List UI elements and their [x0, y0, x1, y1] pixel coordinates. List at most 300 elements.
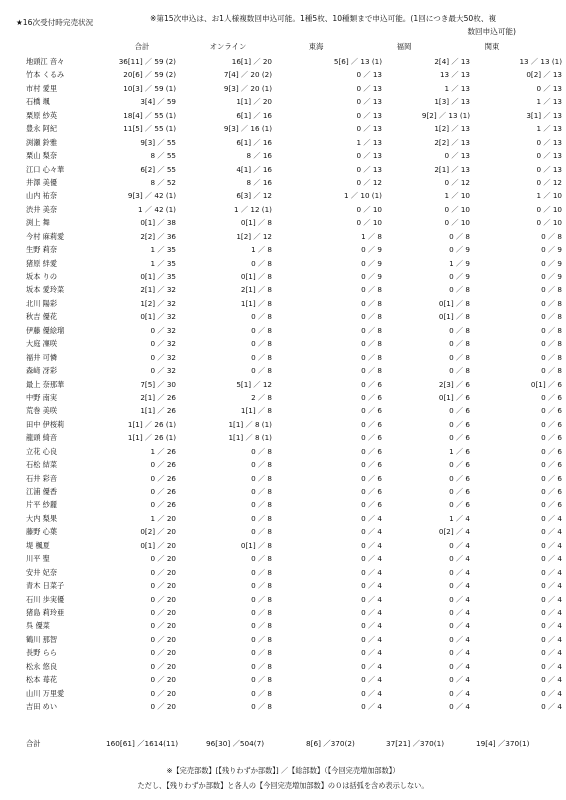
cell-fukuoka: 2[1] ／ 13 [434, 164, 470, 174]
cell-online: 6[1] ／ 16 [236, 110, 272, 120]
table-row [0, 351, 566, 364]
cell-tokai: 0 ／ 4 [361, 634, 382, 644]
cell-fukuoka: 0 ／ 4 [449, 540, 470, 550]
member-name: 北川 陽彩 [26, 298, 58, 308]
cell-kanto: 0 ／ 9 [541, 258, 562, 268]
cell-kanto: 0 ／ 6 [541, 433, 562, 443]
member-name: 川平 聖 [26, 554, 50, 564]
cell-tokai: 0 ／ 13 [356, 97, 382, 107]
cell-tokai: 0 ／ 8 [361, 325, 382, 335]
cell-fukuoka: 0 ／ 8 [449, 325, 470, 335]
member-name: 今村 麻莉愛 [26, 231, 65, 241]
cell-tokai: 0 ／ 13 [356, 70, 382, 80]
cell-kanto: 0 ／ 6 [541, 406, 562, 416]
member-name: 青木 日菜子 [26, 581, 65, 591]
cell-tokai: 0 ／ 13 [356, 110, 382, 120]
cell-total: 1[1] ／ 26 (1) [127, 433, 176, 443]
cell-online: 0 ／ 8 [251, 487, 272, 496]
table-row [0, 472, 566, 485]
cell-kanto: 0 ／ 4 [541, 581, 562, 591]
cell-kanto: 0 ／ 6 [541, 446, 562, 456]
cell-total: 1[2] ／ 32 [140, 298, 176, 308]
table-row [0, 297, 566, 310]
cell-online: 1[1] ／ 8 (1) [228, 433, 272, 443]
cell-kanto: 13 ／ 13 (1) [519, 57, 562, 66]
cell-tokai: 0 ／ 4 [361, 688, 382, 698]
cell-kanto: 1 ／ 13 [536, 97, 562, 107]
cell-online: 7[4] ／ 20 (2) [223, 70, 272, 80]
member-name: 片平 紗麗 [26, 500, 58, 510]
cell-total: 0 ／ 20 [150, 594, 176, 604]
cell-fukuoka: 0 ／ 4 [449, 634, 470, 644]
cell-kanto: 0 ／ 4 [541, 648, 562, 658]
cell-fukuoka: 0 ／ 10 [444, 204, 470, 214]
member-name: 渋井 美奈 [26, 204, 58, 214]
cell-online: 0 ／ 8 [251, 661, 272, 671]
table-row [0, 337, 566, 350]
cell-online: 0 ／ 8 [251, 594, 272, 604]
cell-online: 0 ／ 8 [251, 473, 272, 483]
cell-tokai: 0 ／ 4 [361, 607, 382, 617]
member-name: 生野 莉奈 [26, 245, 58, 255]
cell-fukuoka: 0 ／ 10 [444, 218, 470, 228]
cell-online: 0 ／ 8 [251, 527, 272, 537]
cell-tokai: 0 ／ 13 [356, 124, 382, 134]
cell-online: 0 ／ 8 [251, 500, 272, 510]
cell-kanto: 0 ／ 8 [541, 312, 562, 322]
cell-total: 3[4] ／ 59 [140, 97, 176, 107]
cell-tokai: 0 ／ 4 [361, 702, 382, 711]
cell-tokai: 0 ／ 6 [361, 487, 382, 496]
table-row [0, 593, 566, 606]
cell-tokai: 1 ／ 10 (1) [344, 191, 382, 201]
cell-tokai: 0 ／ 9 [361, 245, 382, 255]
cell-total: 10[3] ／ 59 (1) [123, 83, 176, 93]
cell-online: 0 ／ 8 [251, 312, 272, 322]
cell-kanto: 0 ／ 13 [536, 151, 562, 161]
table-row [0, 404, 566, 417]
cell-fukuoka: 0 ／ 4 [449, 594, 470, 604]
cell-online: 4[1] ／ 16 [236, 164, 272, 174]
cell-online: 0 ／ 8 [251, 366, 272, 376]
cell-online: 1[1] ／ 20 [236, 97, 272, 107]
member-name: 松本 苺花 [26, 675, 58, 685]
table-row [0, 552, 566, 565]
cell-tokai: 0 ／ 8 [361, 298, 382, 308]
member-name: 地頭江 音々 [26, 57, 65, 66]
cell-online: 0 ／ 8 [251, 258, 272, 268]
table-row [0, 230, 566, 243]
member-name: 竹本 くるみ [26, 70, 65, 80]
table-row [0, 539, 566, 552]
header-total: 合計 [134, 42, 150, 51]
cell-fukuoka: 0[2] ／ 4 [438, 527, 470, 537]
cell-tokai: 0 ／ 6 [361, 392, 382, 402]
cell-kanto: 0 ／ 8 [541, 352, 562, 362]
cell-fukuoka: 0 ／ 9 [449, 245, 470, 255]
cell-kanto: 0 ／ 4 [541, 527, 562, 537]
table-row [0, 566, 566, 579]
cell-online: 0 ／ 8 [251, 513, 272, 523]
cell-online: 5[1] ／ 12 [236, 379, 272, 389]
cell-fukuoka: 0 ／ 9 [449, 272, 470, 281]
cell-tokai: 0 ／ 9 [361, 258, 382, 268]
member-name: 鶴川 那智 [26, 634, 58, 644]
cell-total: 2[1] ／ 26 [140, 392, 176, 402]
table-row [0, 257, 566, 270]
table-row [0, 378, 566, 391]
member-name: 猪島 莉玲亜 [26, 607, 65, 617]
cell-total: 1 ／ 26 [150, 446, 176, 456]
cell-total: 2[2] ／ 36 [140, 231, 176, 241]
member-name: 荒巻 美咲 [26, 406, 58, 416]
cell-online: 8 ／ 16 [246, 177, 272, 187]
member-name: 栗原 紗英 [26, 110, 58, 120]
cell-kanto: 0 ／ 4 [541, 540, 562, 550]
cell-tokai: 0 ／ 6 [361, 433, 382, 443]
table-row [0, 673, 566, 686]
cell-kanto: 0 ／ 4 [541, 688, 562, 698]
table-row [0, 270, 566, 283]
cell-online: 1[1] ／ 8 [240, 406, 272, 416]
cell-total: 0 ／ 32 [150, 325, 176, 335]
cell-fukuoka: 0[1] ／ 8 [438, 312, 470, 322]
cell-kanto: 0 ／ 6 [541, 419, 562, 429]
cell-total: 36[11] ／ 59 (2) [118, 57, 176, 66]
member-name: 森﨑 冴彩 [26, 366, 58, 376]
table-row [0, 243, 566, 256]
table-row [0, 163, 566, 176]
member-name: 大庭 凜咲 [26, 339, 58, 349]
cell-total: 9[3] ／ 55 [140, 137, 176, 147]
cell-total: 0 ／ 26 [150, 500, 176, 510]
cell-fukuoka: 0 ／ 6 [449, 433, 470, 443]
cell-online: 8 ／ 16 [246, 151, 272, 161]
cell-online: 0 ／ 8 [251, 325, 272, 335]
table-row [0, 310, 566, 323]
cell-kanto: 0 ／ 4 [541, 607, 562, 617]
cell-tokai: 5[6] ／ 13 (1) [333, 57, 382, 66]
cell-total: 0[1] ／ 38 [140, 218, 176, 228]
cell-online: 1[1] ／ 8 (1) [228, 419, 272, 429]
cell-total: 0 ／ 20 [150, 675, 176, 685]
cell-fukuoka: 0[1] ／ 8 [438, 298, 470, 308]
cell-tokai: 0 ／ 6 [361, 473, 382, 483]
cell-fukuoka: 0 ／ 4 [449, 621, 470, 631]
table-row [0, 525, 566, 538]
application-note [150, 12, 516, 38]
cell-tokai: 0 ／ 6 [361, 460, 382, 470]
cell-kanto: 0 ／ 4 [541, 675, 562, 685]
member-name: 松永 悠良 [26, 661, 58, 671]
cell-kanto: 0 ／ 6 [541, 392, 562, 402]
cell-total: 9[3] ／ 42 (1) [127, 191, 176, 201]
cell-kanto: 0 ／ 4 [541, 661, 562, 671]
cell-fukuoka: 0 ／ 6 [449, 419, 470, 429]
member-name: 渕瀬 鈴雅 [26, 137, 58, 147]
cell-kanto: 0 ／ 10 [536, 218, 562, 228]
cell-total: 0 ／ 26 [150, 460, 176, 470]
cell-tokai: 0 ／ 4 [361, 527, 382, 537]
table-row [0, 660, 566, 673]
footnote-line-2: ただし、【残りわずか部数】と各人の【今回完売増加部数】の０は括弧を含め表示しない。 [137, 781, 429, 790]
cell-kanto: 0 ／ 4 [541, 554, 562, 564]
cell-online: 0 ／ 8 [251, 446, 272, 456]
cell-total: 0 ／ 32 [150, 366, 176, 376]
cell-fukuoka: 1 ／ 9 [449, 258, 470, 268]
table-row [0, 109, 566, 122]
cell-total: 0 ／ 32 [150, 339, 176, 349]
table-row [0, 122, 566, 135]
cell-total: 0 ／ 20 [150, 661, 176, 671]
cell-tokai: 0 ／ 6 [361, 406, 382, 416]
cell-online: 0 ／ 8 [251, 339, 272, 349]
member-name: 山内 祐奈 [26, 191, 58, 201]
member-name: 豊永 阿紀 [26, 124, 58, 134]
member-name: 立花 心良 [26, 446, 58, 456]
totals-tokai: 8[6] ／370(2) [306, 739, 355, 748]
cell-online: 0 ／ 8 [251, 634, 272, 644]
totals-fukuoka: 37[21] ／370(1) [386, 739, 445, 748]
member-name: 猪原 絆愛 [26, 258, 58, 268]
cell-kanto: 1 ／ 10 [536, 191, 562, 201]
cell-tokai: 1 ／ 8 [361, 231, 382, 241]
cell-fukuoka: 1 ／ 6 [449, 446, 470, 456]
header-kanto: 関東 [484, 42, 500, 51]
member-name: 石松 結菜 [26, 460, 58, 470]
cell-fukuoka: 1 ／ 4 [449, 513, 470, 523]
header-online: オンライン [209, 42, 247, 51]
cell-online: 0 ／ 8 [251, 352, 272, 362]
cell-total: 0[1] ／ 35 [140, 272, 176, 281]
cell-fukuoka: 0 ／ 8 [449, 231, 470, 241]
cell-total: 0 ／ 20 [150, 688, 176, 698]
table-row [0, 418, 566, 431]
member-name: 江口 心々華 [26, 164, 65, 174]
table-row [0, 283, 566, 296]
footnote-line-1: ※【完売部数】[【残りわずか部数】] ／【総部数】（【今回完売増加部数】） [166, 766, 400, 775]
cell-fukuoka: 0 ／ 8 [449, 366, 470, 376]
application-note-line-1: ※第15次申込は、お1人様複数回申込可能。1種5枚、10種類まで申込可能。(1回につき最大50枚、複 [150, 14, 497, 23]
cell-kanto: 0 ／ 6 [541, 460, 562, 470]
cell-kanto: 0 ／ 13 [536, 137, 562, 147]
cell-fukuoka: 2[4] ／ 13 [434, 57, 470, 66]
cell-total: 1 ／ 42 (1) [138, 204, 176, 214]
cell-online: 16[1] ／ 20 [231, 57, 272, 66]
cell-tokai: 0 ／ 10 [356, 218, 382, 228]
cell-fukuoka: 0 ／ 8 [449, 285, 470, 295]
cell-online: 2[1] ／ 8 [240, 285, 272, 295]
cell-tokai: 0 ／ 4 [361, 675, 382, 685]
cell-total: 0 ／ 20 [150, 607, 176, 617]
table-row [0, 203, 566, 216]
cell-kanto: 0 ／ 4 [541, 594, 562, 604]
cell-fukuoka: 1[3] ／ 13 [434, 97, 470, 107]
cell-tokai: 0 ／ 4 [361, 594, 382, 604]
cell-kanto: 0[1] ／ 6 [530, 379, 562, 389]
cell-total: 6[2] ／ 55 [140, 164, 176, 174]
member-name: 江浦 優香 [26, 487, 58, 496]
cell-fukuoka: 0 ／ 4 [449, 702, 470, 711]
totals-row [0, 737, 566, 750]
cell-fukuoka: 2[3] ／ 6 [438, 379, 470, 389]
member-name: 長野 らら [26, 648, 58, 658]
cell-tokai: 0 ／ 6 [361, 500, 382, 510]
table-row [0, 431, 566, 444]
cell-kanto: 0 ／ 10 [536, 204, 562, 214]
cell-online: 2 ／ 8 [251, 392, 272, 402]
cell-total: 11[5] ／ 55 (1) [123, 124, 176, 134]
cell-kanto: 0 ／ 4 [541, 567, 562, 577]
cell-fukuoka: 0 ／ 6 [449, 460, 470, 470]
member-name: 田中 伊桜莉 [26, 419, 65, 429]
cell-online: 9[3] ／ 20 (1) [223, 83, 272, 93]
table-row [0, 364, 566, 377]
member-name: 市村 愛里 [26, 83, 58, 93]
cell-total: 8 ／ 55 [150, 151, 176, 161]
cell-online: 0 ／ 8 [251, 688, 272, 698]
header-fukuoka: 福岡 [396, 42, 412, 51]
member-name: 坂本 りの [26, 272, 58, 281]
table-row [0, 485, 566, 498]
cell-fukuoka: 1 ／ 13 [444, 83, 470, 93]
cell-online: 6[3] ／ 12 [236, 191, 272, 201]
member-name: 福井 可憐 [26, 352, 58, 362]
member-name: 大内 梨果 [26, 513, 58, 523]
cell-fukuoka: 0 ／ 6 [449, 473, 470, 483]
cell-tokai: 0 ／ 13 [356, 151, 382, 161]
cell-kanto: 3[1] ／ 13 [526, 110, 562, 120]
cell-tokai: 0 ／ 4 [361, 621, 382, 631]
cell-total: 0[1] ／ 32 [140, 312, 176, 322]
cell-tokai: 0 ／ 9 [361, 272, 382, 281]
cell-total: 0 ／ 26 [150, 473, 176, 483]
member-name: 龍頭 綺音 [26, 433, 58, 443]
cell-total: 20[6] ／ 59 (2) [123, 70, 176, 80]
member-name: 石井 彩音 [26, 473, 58, 483]
application-note-line-2: 数回申込可能) [467, 27, 516, 36]
cell-fukuoka: 1 ／ 10 [444, 191, 470, 201]
cell-total: 2[1] ／ 32 [140, 285, 176, 295]
member-name: 吉田 めい [26, 702, 58, 711]
table-row [0, 95, 566, 108]
cell-total: 7[5] ／ 30 [140, 379, 176, 389]
cell-online: 0 ／ 8 [251, 702, 272, 711]
cell-fukuoka: 0 ／ 13 [444, 151, 470, 161]
table-row [0, 458, 566, 471]
cell-total: 0[2] ／ 20 [140, 527, 176, 537]
cell-tokai: 0 ／ 8 [361, 366, 382, 376]
cell-fukuoka: 0 ／ 4 [449, 581, 470, 591]
cell-kanto: 0 ／ 8 [541, 366, 562, 376]
cell-tokai: 0 ／ 4 [361, 567, 382, 577]
totals-total: 160[61] ／1614(11) [106, 739, 179, 748]
cell-online: 0 ／ 8 [251, 460, 272, 470]
cell-kanto: 0 ／ 13 [536, 83, 562, 93]
cell-tokai: 0 ／ 8 [361, 352, 382, 362]
member-name: 井澤 美優 [26, 177, 58, 187]
member-name: 秋吉 優花 [26, 312, 58, 322]
cell-online: 6[1] ／ 16 [236, 137, 272, 147]
cell-tokai: 0 ／ 4 [361, 581, 382, 591]
totals-kanto: 19[4] ／370(1) [476, 739, 530, 748]
cell-tokai: 0 ／ 4 [361, 513, 382, 523]
cell-kanto: 0 ／ 12 [536, 177, 562, 187]
cell-total: 0 ／ 20 [150, 581, 176, 591]
cell-online: 9[3] ／ 16 (1) [223, 124, 272, 134]
cell-fukuoka: 0 ／ 8 [449, 352, 470, 362]
cell-online: 1[1] ／ 8 [240, 298, 272, 308]
cell-total: 0 ／ 20 [150, 554, 176, 564]
table-row [0, 606, 566, 619]
member-name: 最上 奈那華 [26, 379, 65, 389]
table-row [0, 68, 566, 81]
cell-total: 0 ／ 20 [150, 634, 176, 644]
totals-label: 合計 [26, 739, 41, 748]
cell-tokai: 0 ／ 8 [361, 285, 382, 295]
table-row [0, 700, 566, 713]
cell-total: 1 ／ 35 [150, 245, 176, 255]
cell-online: 0 ／ 8 [251, 675, 272, 685]
cell-total: 0 ／ 20 [150, 621, 176, 631]
table-row [0, 391, 566, 404]
member-name: 石橋 颯 [26, 97, 50, 107]
cell-tokai: 0 ／ 13 [356, 83, 382, 93]
cell-tokai: 0 ／ 8 [361, 312, 382, 322]
cell-total: 0[1] ／ 20 [140, 540, 176, 550]
cell-total: 1[1] ／ 26 (1) [127, 419, 176, 429]
cell-online: 0[1] ／ 8 [240, 272, 272, 281]
cell-tokai: 0 ／ 12 [356, 177, 382, 187]
cell-total: 1 ／ 35 [150, 258, 176, 268]
cell-tokai: 0 ／ 10 [356, 204, 382, 214]
table-row [0, 579, 566, 592]
cell-fukuoka: 0 ／ 4 [449, 661, 470, 671]
cell-kanto: 0 ／ 4 [541, 702, 562, 711]
cell-tokai: 0 ／ 6 [361, 379, 382, 389]
table-row [0, 189, 566, 202]
sales-table [0, 55, 566, 713]
cell-total: 1[1] ／ 26 [140, 406, 176, 416]
cell-kanto: 0 ／ 8 [541, 231, 562, 241]
cell-total: 0 ／ 26 [150, 487, 176, 496]
cell-kanto: 0 ／ 6 [541, 487, 562, 496]
cell-kanto: 0 ／ 8 [541, 325, 562, 335]
table-row [0, 512, 566, 525]
cell-online: 1 ／ 8 [251, 245, 272, 255]
member-name: 坂本 愛玲菜 [26, 285, 65, 295]
member-name: 栗山 梨奈 [26, 151, 58, 161]
member-name: 中野 南実 [26, 392, 58, 402]
cell-fukuoka: 0 ／ 6 [449, 406, 470, 416]
cell-kanto: 0 ／ 6 [541, 473, 562, 483]
cell-online: 0 ／ 8 [251, 607, 272, 617]
member-name: 山川 万里愛 [26, 688, 65, 698]
cell-kanto: 0 ／ 4 [541, 634, 562, 644]
table-row [0, 324, 566, 337]
cell-kanto: 0 ／ 13 [536, 164, 562, 174]
cell-online: 1[2] ／ 12 [236, 231, 272, 241]
cell-fukuoka: 0 ／ 4 [449, 567, 470, 577]
page-title: ★16次受付時完売状況 [16, 18, 94, 27]
cell-fukuoka: 0 ／ 4 [449, 688, 470, 698]
cell-online: 0[1] ／ 8 [240, 540, 272, 550]
cell-tokai: 0 ／ 8 [361, 339, 382, 349]
cell-online: 1 ／ 12 (1) [234, 204, 272, 214]
cell-total: 0 ／ 20 [150, 702, 176, 711]
cell-fukuoka: 0 ／ 6 [449, 500, 470, 510]
cell-kanto: 0 ／ 6 [541, 500, 562, 510]
